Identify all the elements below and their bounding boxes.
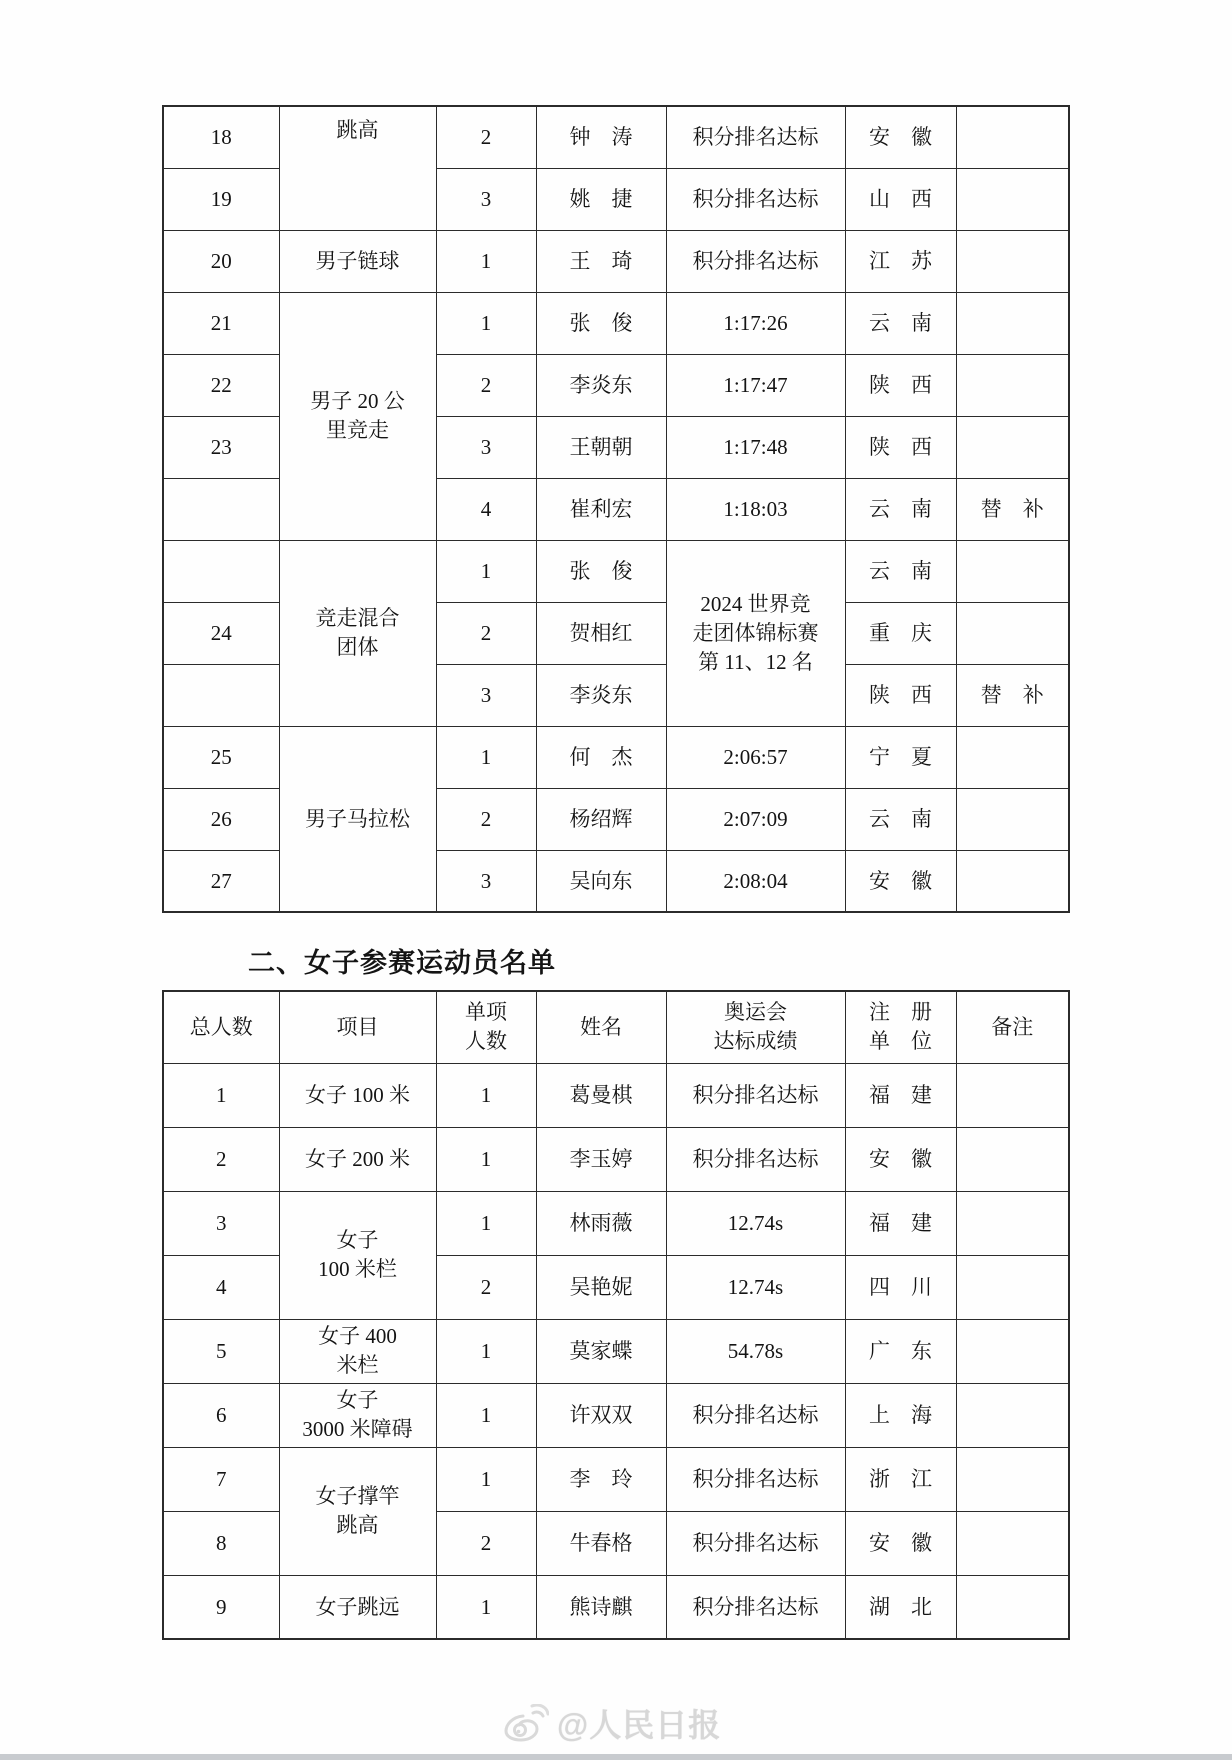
- result-cell: 积分排名达标: [666, 1575, 845, 1639]
- total-count-cell: 6: [163, 1383, 279, 1447]
- item-count-cell: 3: [436, 168, 536, 230]
- item-count-cell: 1: [436, 726, 536, 788]
- note-cell: [956, 1255, 1069, 1319]
- unit-cell: 四 川: [845, 1255, 956, 1319]
- item-count-cell: 2: [436, 1255, 536, 1319]
- note-cell: [956, 416, 1069, 478]
- result-cell: 12.74s: [666, 1255, 845, 1319]
- note-cell: [956, 1063, 1069, 1127]
- unit-cell: 陕 西: [845, 416, 956, 478]
- header-line: 注 册: [869, 1000, 932, 1025]
- result-cell: 1:17:26: [666, 292, 845, 354]
- event-cell: [279, 1319, 436, 1383]
- name-cell: 杨绍辉: [536, 788, 666, 850]
- result-cell: 积分排名达标: [666, 1063, 845, 1127]
- note-cell: [956, 1127, 1069, 1191]
- unit-cell: 安 徽: [845, 106, 956, 168]
- result-cell: [666, 540, 845, 726]
- item-count-cell: 2: [436, 602, 536, 664]
- event-cell: 男子链球: [279, 230, 436, 292]
- unit-cell: 云 南: [845, 292, 956, 354]
- item-count-cell: 2: [436, 788, 536, 850]
- item-count-cell: 1: [436, 230, 536, 292]
- unit-cell: 宁 夏: [845, 726, 956, 788]
- item-count-cell: 1: [436, 1383, 536, 1447]
- name-cell: 钟 涛: [536, 106, 666, 168]
- total-count-cell: 18: [163, 106, 279, 168]
- event-cell: 女子 100 米: [279, 1063, 436, 1127]
- header-note: 备注: [956, 991, 1069, 1063]
- event-line: 3000 米障碍: [302, 1417, 413, 1441]
- total-count-cell: 4: [163, 1255, 279, 1319]
- unit-cell: 福 建: [845, 1063, 956, 1127]
- result-cell: 1:17:48: [666, 416, 845, 478]
- table-row: [163, 1191, 1069, 1255]
- result-cell: 1:18:03: [666, 478, 845, 540]
- men-roster-table: [162, 105, 1070, 913]
- name-cell: 贺相红: [536, 602, 666, 664]
- name-cell: 吴艳妮: [536, 1255, 666, 1319]
- unit-cell: 陕 西: [845, 664, 956, 726]
- section-title: 二、女子参赛运动员名单: [248, 948, 556, 978]
- unit-cell: 云 南: [845, 788, 956, 850]
- event-line: 里竞走: [326, 418, 389, 442]
- note-cell: [956, 1319, 1069, 1383]
- total-count-cell: 23: [163, 416, 279, 478]
- note-cell: [956, 1383, 1069, 1447]
- header-unit: [845, 991, 956, 1063]
- note-cell: [956, 106, 1069, 168]
- note-cell: [956, 1575, 1069, 1639]
- result-cell: 积分排名达标: [666, 1511, 845, 1575]
- event-line: 女子 400: [318, 1324, 397, 1348]
- unit-cell: 广 东: [845, 1319, 956, 1383]
- event-line: 女子撑竿: [315, 1484, 400, 1508]
- name-cell: 姚 捷: [536, 168, 666, 230]
- total-count-cell: 21: [163, 292, 279, 354]
- event-cell: [279, 540, 436, 726]
- event-cell: [279, 1191, 436, 1319]
- result-cell: 2:08:04: [666, 850, 845, 912]
- name-cell: 李玉婷: [536, 1127, 666, 1191]
- table-row: [163, 726, 1069, 788]
- note-cell: 替 补: [956, 664, 1069, 726]
- header-name: 姓名: [536, 991, 666, 1063]
- item-count-cell: 4: [436, 478, 536, 540]
- item-count-cell: 1: [436, 292, 536, 354]
- event-line: 女子: [336, 1388, 379, 1412]
- unit-cell: 云 南: [845, 540, 956, 602]
- unit-cell: 安 徽: [845, 1127, 956, 1191]
- event-cell: [279, 292, 436, 540]
- total-count-cell: 7: [163, 1447, 279, 1511]
- total-count-cell: 2: [163, 1127, 279, 1191]
- table-row: [163, 1319, 1069, 1383]
- header-event: 项目: [279, 991, 436, 1063]
- name-cell: 何 杰: [536, 726, 666, 788]
- unit-cell: 云 南: [845, 478, 956, 540]
- result-line: 2024 世界竞: [700, 591, 811, 616]
- total-count-cell: 8: [163, 1511, 279, 1575]
- event-cell: 男子马拉松: [279, 726, 436, 912]
- result-cell: 2:07:09: [666, 788, 845, 850]
- total-count-cell: [163, 540, 279, 602]
- total-count-cell: 20: [163, 230, 279, 292]
- table-row: [163, 1575, 1069, 1639]
- result-cell: 积分排名达标: [666, 106, 845, 168]
- name-cell: 吴向东: [536, 850, 666, 912]
- table-row: [163, 540, 1069, 602]
- item-count-cell: 2: [436, 106, 536, 168]
- event-cell: [279, 1383, 436, 1447]
- note-cell: [956, 292, 1069, 354]
- unit-cell: 安 徽: [845, 1511, 956, 1575]
- result-cell: 12.74s: [666, 1191, 845, 1255]
- name-cell: 王 琦: [536, 230, 666, 292]
- event-line: 团体: [336, 635, 379, 659]
- result-cell: 2:06:57: [666, 726, 845, 788]
- total-count-cell: 5: [163, 1319, 279, 1383]
- unit-cell: 陕 西: [845, 354, 956, 416]
- result-line: 第 11、12 名: [698, 649, 813, 674]
- name-cell: 李炎东: [536, 354, 666, 416]
- table-row: [163, 1447, 1069, 1511]
- name-cell: 熊诗麒: [536, 1575, 666, 1639]
- name-cell: 李炎东: [536, 664, 666, 726]
- weibo-watermark: [503, 1700, 721, 1746]
- note-cell: [956, 850, 1069, 912]
- name-cell: 许双双: [536, 1383, 666, 1447]
- event-line: 男子 20 公: [310, 389, 405, 413]
- result-cell: 积分排名达标: [666, 1447, 845, 1511]
- total-count-cell: 19: [163, 168, 279, 230]
- table-row: [163, 106, 1069, 168]
- table-header-row: [163, 991, 1069, 1063]
- name-cell: 张 俊: [536, 292, 666, 354]
- event-cell: 跳高: [279, 106, 436, 230]
- note-cell: [956, 1511, 1069, 1575]
- header-result: [666, 991, 845, 1063]
- unit-cell: 安 徽: [845, 850, 956, 912]
- note-cell: [956, 540, 1069, 602]
- item-count-cell: 1: [436, 1319, 536, 1383]
- total-count-cell: [163, 664, 279, 726]
- name-cell: 林雨薇: [536, 1191, 666, 1255]
- header-line: 奥运会: [724, 1000, 787, 1025]
- bottom-bar: [0, 1754, 1232, 1760]
- header-line: 单 位: [869, 1029, 932, 1054]
- total-count-cell: 24: [163, 602, 279, 664]
- name-cell: 牛春格: [536, 1511, 666, 1575]
- item-count-cell: 3: [436, 664, 536, 726]
- item-count-cell: 3: [436, 850, 536, 912]
- total-count-cell: 22: [163, 354, 279, 416]
- note-cell: [956, 726, 1069, 788]
- event-line: 竞走混合: [315, 606, 400, 630]
- result-cell: 积分排名达标: [666, 1383, 845, 1447]
- name-cell: 李 玲: [536, 1447, 666, 1511]
- note-cell: [956, 1447, 1069, 1511]
- table-row: [163, 1063, 1069, 1127]
- result-cell: 积分排名达标: [666, 1127, 845, 1191]
- event-cell: 女子跳远: [279, 1575, 436, 1639]
- total-count-cell: 9: [163, 1575, 279, 1639]
- item-count-cell: 1: [436, 1191, 536, 1255]
- name-cell: 葛曼棋: [536, 1063, 666, 1127]
- total-count-cell: 3: [163, 1191, 279, 1255]
- item-count-cell: 2: [436, 1511, 536, 1575]
- item-count-cell: 1: [436, 1063, 536, 1127]
- total-count-cell: 1: [163, 1063, 279, 1127]
- event-cell: [279, 1447, 436, 1575]
- total-count-cell: [163, 478, 279, 540]
- name-cell: 王朝朝: [536, 416, 666, 478]
- unit-cell: 山 西: [845, 168, 956, 230]
- unit-cell: 湖 北: [845, 1575, 956, 1639]
- result-cell: 积分排名达标: [666, 230, 845, 292]
- result-line: 走团体锦标赛: [692, 620, 819, 645]
- header-total-count: 总人数: [163, 991, 279, 1063]
- total-count-cell: 27: [163, 850, 279, 912]
- header-item-count: [436, 991, 536, 1063]
- table-row: [163, 230, 1069, 292]
- item-count-cell: 1: [436, 1127, 536, 1191]
- result-cell: 1:17:47: [666, 354, 845, 416]
- table-row: [163, 292, 1069, 354]
- event-line: 100 米栏: [318, 1257, 397, 1281]
- total-count-cell: 25: [163, 726, 279, 788]
- event-line: 跳高: [336, 1513, 379, 1537]
- note-cell: [956, 230, 1069, 292]
- name-cell: 张 俊: [536, 540, 666, 602]
- unit-cell: 福 建: [845, 1191, 956, 1255]
- item-count-cell: 1: [436, 1447, 536, 1511]
- note-cell: [956, 602, 1069, 664]
- women-roster-table: [162, 990, 1070, 1640]
- event-line: 女子: [336, 1228, 379, 1252]
- result-cell: 积分排名达标: [666, 168, 845, 230]
- table-row: [163, 1127, 1069, 1191]
- event-cell: 女子 200 米: [279, 1127, 436, 1191]
- unit-cell: 浙 江: [845, 1447, 956, 1511]
- weibo-icon: [503, 1704, 549, 1742]
- note-cell: [956, 168, 1069, 230]
- unit-cell: 上 海: [845, 1383, 956, 1447]
- item-count-cell: 3: [436, 416, 536, 478]
- name-cell: 崔利宏: [536, 478, 666, 540]
- event-line: 米栏: [336, 1353, 379, 1377]
- unit-cell: 重 庆: [845, 602, 956, 664]
- table-row: [163, 1383, 1069, 1447]
- total-count-cell: 26: [163, 788, 279, 850]
- header-line: 单项: [465, 1000, 507, 1025]
- name-cell: 莫家蝶: [536, 1319, 666, 1383]
- note-cell: [956, 354, 1069, 416]
- result-cell: 54.78s: [666, 1319, 845, 1383]
- header-line: 达标成绩: [713, 1029, 798, 1054]
- header-line: 人数: [465, 1029, 507, 1054]
- unit-cell: 江 苏: [845, 230, 956, 292]
- item-count-cell: 1: [436, 540, 536, 602]
- note-cell: [956, 1191, 1069, 1255]
- note-cell: [956, 788, 1069, 850]
- item-count-cell: 1: [436, 1575, 536, 1639]
- note-cell: 替 补: [956, 478, 1069, 540]
- item-count-cell: 2: [436, 354, 536, 416]
- watermark-text: @人民日报: [557, 1707, 722, 1743]
